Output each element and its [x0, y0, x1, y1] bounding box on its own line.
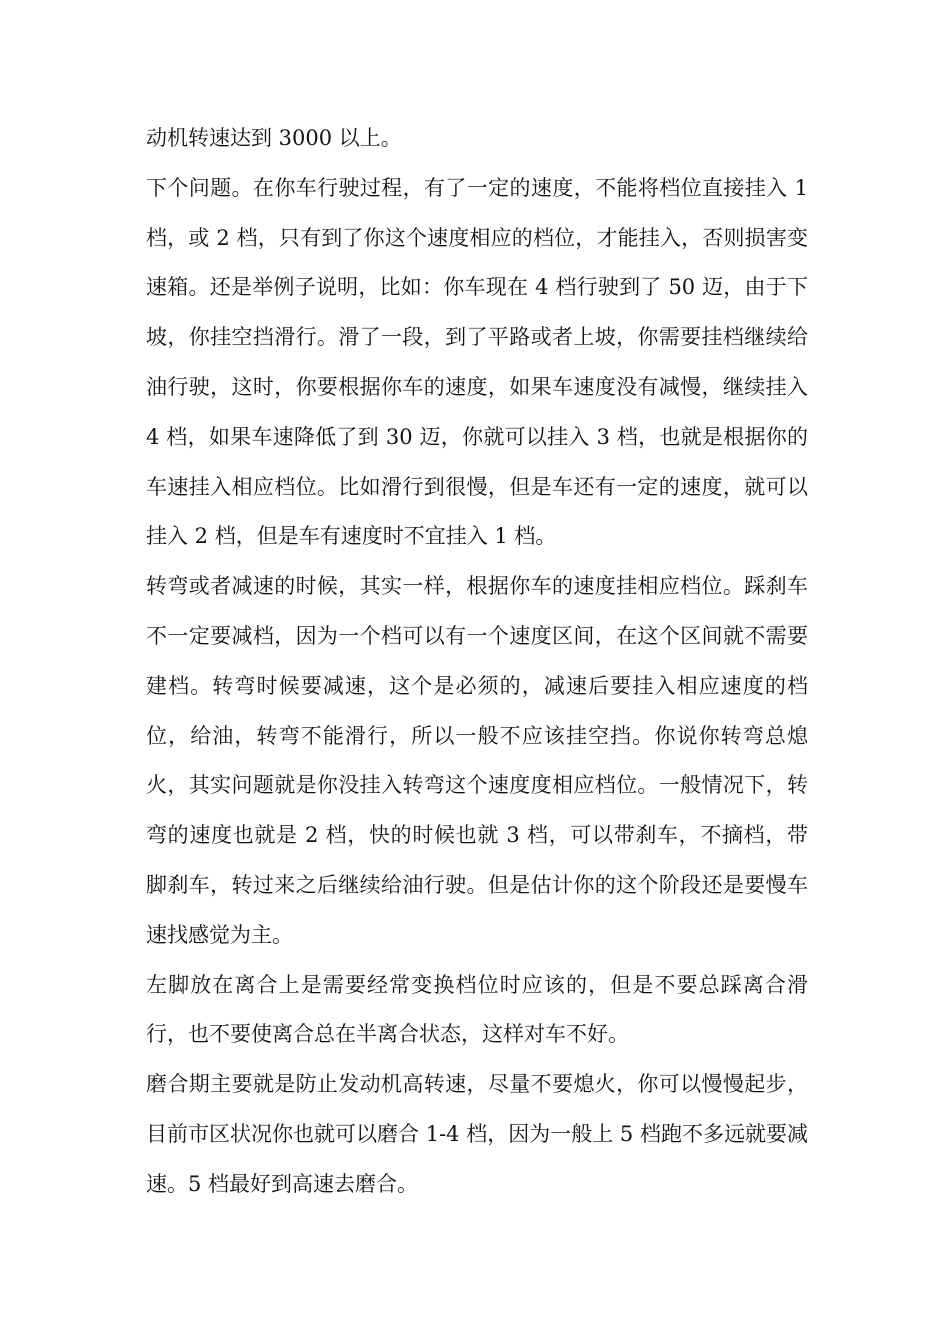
- document-body: [146, 114, 808, 1210]
- paragraph-4: 左脚放在离合上是需要经常变换档位时应该的，但是不要总踩离合滑行，也不要使离合总在半离合状态，这样对车不好。: [146, 972, 808, 1047]
- paragraph-2: 下个问题。在你车行驶过程，有了一定的速度，不能将档位直接挂入 1 档，或 2 档，只有到了你这个速度相应的档位，才能挂入，否则损害变速箱。还是举例子说明，比如：你车现在 4 档行驶到了 50 迈，由于下坡，你挂空挡滑行。滑了一段，到了平路或者上坡，你需要挂档继续给油行驶，这时，你要根据你车的速度，如果车速度没有减慢，继续挂入 4 档，如果车速降低了到 30 迈，你就可以挂入 3 档，也就是根据你的车速挂入相应档位。比如滑行到很慢，但是车还有一定的速度，就可以挂入 2 档，但是车有速度时不宜挂入 1 档。: [146, 175, 808, 549]
- paragraph-3: 转弯或者减速的时候，其实一样，根据你车的速度挂相应档位。踩刹车不一定要减档，因为一个档可以有一个速度区间，在这个区间就不需要建档。转弯时候要减速，这个是必须的，减速后要挂入相应速度的档位，给油，转弯不能滑行，所以一般不应该挂空挡。你说你转弯总熄火，其实问题就是你没挂入转弯这个速度度相应档位。一般情况下，转弯的速度也就是 2 档，快的时候也就 3 档，可以带刹车，不摘档，带脚刹车，转过来之后继续给油行驶。但是估计你的这个阶段还是要慢车速找感觉为主。: [146, 574, 808, 947]
- paragraph-5: 磨合期主要就是防止发动机高转速，尽量不要熄火，你可以慢慢起步，目前市区状况你也就可以磨合 1-4 档，因为一般上 5 档跑不多远就要减速。5 档最好到高速去磨合。: [146, 1072, 808, 1196]
- paragraph-1: 动机转速达到 3000 以上。: [146, 126, 402, 150]
